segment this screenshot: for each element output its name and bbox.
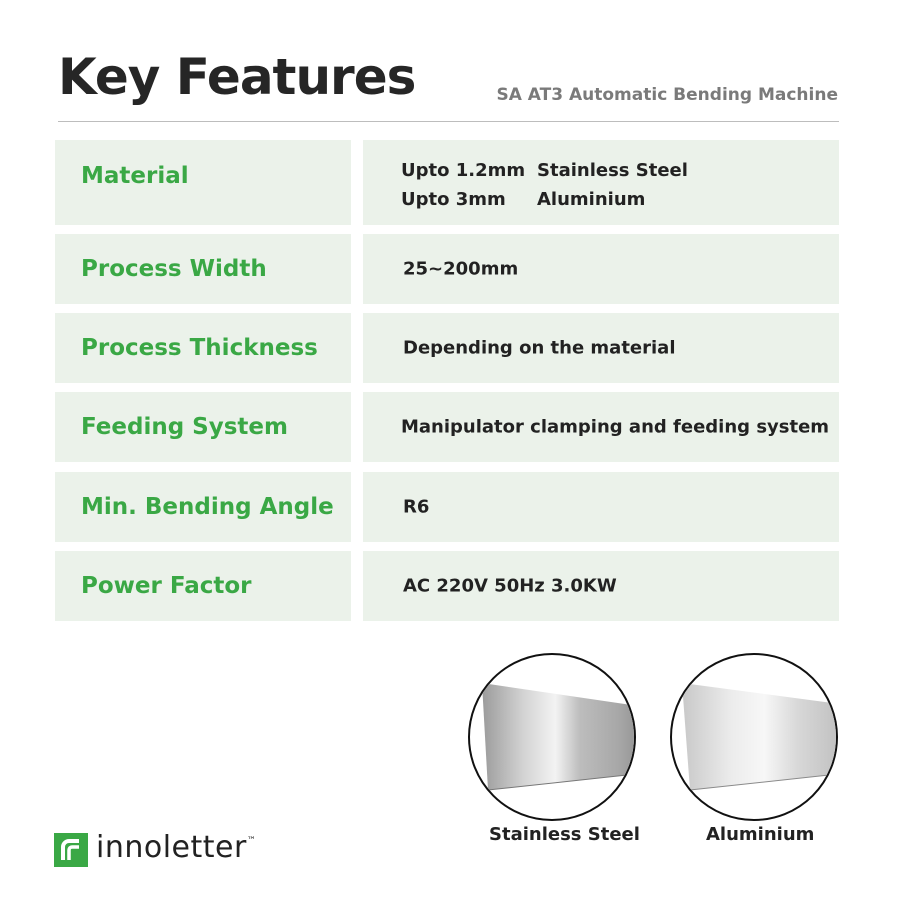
feature-row-feeding-system [55, 392, 839, 462]
feature-value-cell [363, 551, 839, 621]
feature-label-cell [55, 313, 351, 383]
feature-label-cell [55, 472, 351, 542]
material-line [401, 185, 688, 214]
feature-value-cell [363, 313, 839, 383]
material-thickness: Upto 3mm [401, 189, 506, 210]
feature-label: Power Factor [81, 573, 252, 599]
brand-name [96, 830, 256, 865]
feature-value: Depending on the material [403, 337, 676, 359]
header-divider [58, 121, 839, 122]
feature-label: Material [81, 163, 189, 189]
trademark-symbol: ™ [246, 836, 257, 846]
feature-value: AC 220V 50Hz 3.0KW [403, 575, 617, 597]
innoletter-logo-icon [54, 833, 88, 867]
feature-label: Process Width [81, 256, 267, 282]
material-list [401, 156, 688, 214]
feature-value: 25~200mm [403, 258, 519, 280]
feature-value-cell [363, 472, 839, 542]
material-line [401, 156, 688, 185]
feature-value-cell [363, 234, 839, 304]
material-thickness: Upto 1.2mm [401, 160, 526, 181]
page-title: Key Features [58, 48, 416, 106]
feature-label-cell [55, 392, 351, 462]
feature-value-cell [363, 392, 839, 462]
feature-row-process-width [55, 234, 839, 304]
feature-value: Manipulator clamping and feeding system [401, 416, 830, 438]
feature-row-process-thickness [55, 313, 839, 383]
brand-wordmark: innoletter [96, 830, 247, 865]
feature-label: Process Thickness [81, 335, 318, 361]
material-type: Stainless Steel [537, 160, 688, 181]
stainless-steel-sample-image [468, 653, 636, 821]
feature-label: Feeding System [81, 414, 288, 440]
sample-label: Aluminium [706, 824, 815, 845]
feature-label-cell [55, 551, 351, 621]
feature-row-power-factor [55, 551, 839, 621]
feature-row-min-bending-angle [55, 472, 839, 542]
material-type: Aluminium [537, 189, 646, 210]
aluminium-sample-image [670, 653, 838, 821]
feature-value: R6 [403, 496, 430, 518]
feature-label-cell [55, 234, 351, 304]
feature-row-material [55, 140, 839, 225]
feature-label: Min. Bending Angle [81, 494, 334, 520]
sample-label: Stainless Steel [489, 824, 640, 845]
feature-label-cell [55, 140, 351, 225]
machine-name: SA AT3 Automatic Bending Machine [496, 85, 838, 105]
feature-value-cell [363, 140, 839, 225]
